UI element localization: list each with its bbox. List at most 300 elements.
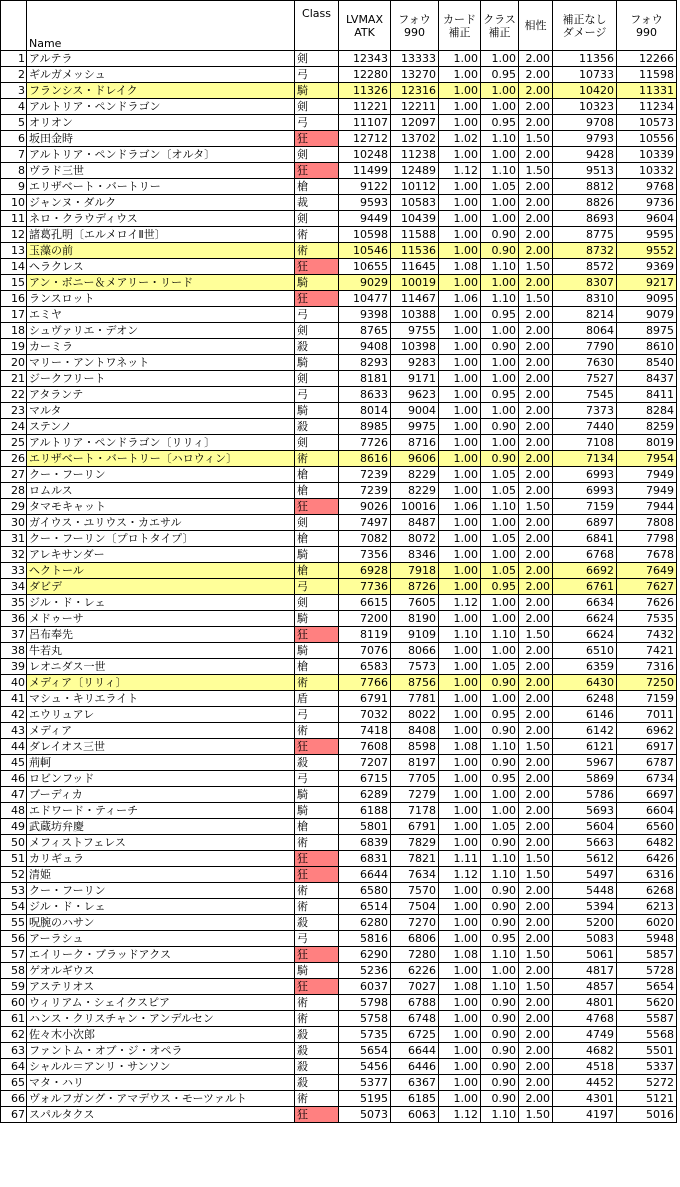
fou990-b-cell: 5587 [617, 1011, 677, 1027]
affinity-cell: 2.00 [519, 387, 553, 403]
fou990-cell: 9109 [391, 627, 439, 643]
table-row [1, 339, 677, 355]
class-cell: 槍 [295, 483, 339, 499]
class-cell: 殺 [295, 1075, 339, 1091]
class-cell: 術 [295, 995, 339, 1011]
class-cell: 術 [295, 675, 339, 691]
table-row [1, 867, 677, 883]
servant-name: マリー・アントワネット [27, 355, 295, 371]
row-index: 42 [1, 707, 27, 723]
row-index: 50 [1, 835, 27, 851]
row-index: 14 [1, 259, 27, 275]
class-mod-cell: 1.10 [481, 259, 519, 275]
row-index: 10 [1, 195, 27, 211]
class-cell: 騎 [295, 275, 339, 291]
row-index: 4 [1, 99, 27, 115]
lvmax-atk-cell: 10598 [339, 227, 391, 243]
class-cell: 狂 [295, 979, 339, 995]
servant-name: メドゥーサ [27, 611, 295, 627]
card-mod-cell: 1.00 [439, 787, 481, 803]
class-mod-cell: 1.10 [481, 1107, 519, 1123]
servant-name: アルトリア・ペンドラゴン〔リリィ〕 [27, 435, 295, 451]
affinity-cell: 2.00 [519, 643, 553, 659]
raw-damage-cell: 8310 [553, 291, 617, 307]
raw-damage-cell: 6993 [553, 483, 617, 499]
fou990-cell: 10019 [391, 275, 439, 291]
affinity-cell: 2.00 [519, 787, 553, 803]
fou990-cell: 8408 [391, 723, 439, 739]
row-index: 48 [1, 803, 27, 819]
class-cell: 剣 [295, 595, 339, 611]
row-index: 34 [1, 579, 27, 595]
card-mod-cell: 1.00 [439, 563, 481, 579]
card-mod-cell: 1.12 [439, 163, 481, 179]
class-cell: 裁 [295, 195, 339, 211]
class-cell: 狂 [295, 291, 339, 307]
servant-name: ヴラド三世 [27, 163, 295, 179]
affinity-cell: 1.50 [519, 739, 553, 755]
card-mod-cell: 1.00 [439, 819, 481, 835]
fou990-cell: 10388 [391, 307, 439, 323]
class-cell: 術 [295, 243, 339, 259]
row-index: 40 [1, 675, 27, 691]
fou990-cell: 7280 [391, 947, 439, 963]
row-index: 3 [1, 83, 27, 99]
row-index: 55 [1, 915, 27, 931]
row-index: 5 [1, 115, 27, 131]
affinity-cell: 1.50 [519, 1107, 553, 1123]
class-mod-cell: 1.00 [481, 355, 519, 371]
fou990-cell: 10583 [391, 195, 439, 211]
fou990-cell: 8716 [391, 435, 439, 451]
class-mod-cell: 0.95 [481, 579, 519, 595]
class-cell: 剣 [295, 435, 339, 451]
card-mod-cell: 1.00 [439, 707, 481, 723]
row-index: 56 [1, 931, 27, 947]
row-index: 36 [1, 611, 27, 627]
affinity-cell: 2.00 [519, 915, 553, 931]
affinity-cell: 2.00 [519, 1059, 553, 1075]
class-cell: 騎 [295, 787, 339, 803]
affinity-cell: 2.00 [519, 1043, 553, 1059]
fou990-cell: 11588 [391, 227, 439, 243]
card-mod-cell: 1.00 [439, 195, 481, 211]
fou990-b-cell: 5501 [617, 1043, 677, 1059]
lvmax-atk-cell: 7736 [339, 579, 391, 595]
class-cell: 騎 [295, 83, 339, 99]
card-mod-cell: 1.00 [439, 755, 481, 771]
lvmax-atk-cell: 7239 [339, 483, 391, 499]
fou990-b-cell: 7316 [617, 659, 677, 675]
row-index: 9 [1, 179, 27, 195]
servant-name: ジークフリート [27, 371, 295, 387]
class-mod-cell: 0.90 [481, 723, 519, 739]
lvmax-atk-cell: 7766 [339, 675, 391, 691]
row-index: 49 [1, 819, 27, 835]
table-row [1, 707, 677, 723]
class-cell: 剣 [295, 99, 339, 115]
raw-damage-cell: 6142 [553, 723, 617, 739]
card-mod-cell: 1.00 [439, 243, 481, 259]
fou990-b-cell: 5337 [617, 1059, 677, 1075]
fou990-b-cell: 8610 [617, 339, 677, 355]
affinity-cell: 1.50 [519, 131, 553, 147]
class-cell: 術 [295, 835, 339, 851]
class-cell: 殺 [295, 1027, 339, 1043]
affinity-cell: 1.50 [519, 851, 553, 867]
class-cell: 弓 [295, 387, 339, 403]
affinity-cell: 2.00 [519, 275, 553, 291]
class-mod-cell: 0.90 [481, 227, 519, 243]
raw-damage-cell: 6430 [553, 675, 617, 691]
fou990-cell: 8197 [391, 755, 439, 771]
card-mod-cell: 1.00 [439, 883, 481, 899]
raw-damage-cell: 5967 [553, 755, 617, 771]
card-mod-cell: 1.00 [439, 83, 481, 99]
class-cell: 殺 [295, 755, 339, 771]
fou990-cell: 7570 [391, 883, 439, 899]
card-mod-cell: 1.00 [439, 1011, 481, 1027]
card-mod-cell: 1.00 [439, 451, 481, 467]
card-mod-cell: 1.00 [439, 1059, 481, 1075]
table-row [1, 563, 677, 579]
card-mod-cell: 1.00 [439, 387, 481, 403]
affinity-cell: 2.00 [519, 883, 553, 899]
fou990-b-cell: 6604 [617, 803, 677, 819]
fou990-cell: 7279 [391, 787, 439, 803]
card-mod-cell: 1.02 [439, 131, 481, 147]
table-row [1, 755, 677, 771]
raw-damage-cell: 6993 [553, 467, 617, 483]
affinity-cell: 2.00 [519, 611, 553, 627]
affinity-cell: 1.50 [519, 627, 553, 643]
fou990-b-cell: 7678 [617, 547, 677, 563]
row-index: 59 [1, 979, 27, 995]
fou990-cell: 10112 [391, 179, 439, 195]
class-mod-cell: 1.10 [481, 947, 519, 963]
lvmax-atk-cell: 7032 [339, 707, 391, 723]
class-cell: 術 [295, 227, 339, 243]
table-row [1, 211, 677, 227]
fou990-cell: 9975 [391, 419, 439, 435]
lvmax-atk-cell: 9408 [339, 339, 391, 355]
lvmax-atk-cell: 8181 [339, 371, 391, 387]
card-mod-cell: 1.00 [439, 915, 481, 931]
lvmax-atk-cell: 7608 [339, 739, 391, 755]
class-mod-cell: 1.10 [481, 163, 519, 179]
class-cell: 槍 [295, 819, 339, 835]
card-mod-cell: 1.08 [439, 947, 481, 963]
fou990-b-cell: 7421 [617, 643, 677, 659]
fou990-cell: 8190 [391, 611, 439, 627]
class-mod-cell: 0.90 [481, 243, 519, 259]
card-mod-cell: 1.00 [439, 51, 481, 67]
fou990-b-cell: 8284 [617, 403, 677, 419]
lvmax-atk-cell: 5816 [339, 931, 391, 947]
card-mod-cell: 1.00 [439, 723, 481, 739]
raw-damage-cell: 6146 [553, 707, 617, 723]
affinity-cell: 2.00 [519, 435, 553, 451]
card-mod-cell: 1.00 [439, 99, 481, 115]
fou990-b-cell: 6697 [617, 787, 677, 803]
raw-damage-cell: 5869 [553, 771, 617, 787]
table-row [1, 243, 677, 259]
table-row [1, 899, 677, 915]
fou990-cell: 11467 [391, 291, 439, 307]
row-index: 41 [1, 691, 27, 707]
row-index: 17 [1, 307, 27, 323]
table-row [1, 275, 677, 291]
row-index: 24 [1, 419, 27, 435]
servant-name: クー・フーリン〔プロトタイプ〕 [27, 531, 295, 547]
raw-damage-cell: 6121 [553, 739, 617, 755]
class-cell: 狂 [295, 163, 339, 179]
affinity-cell: 2.00 [519, 995, 553, 1011]
class-mod-cell: 0.90 [481, 419, 519, 435]
table-row [1, 771, 677, 787]
raw-damage-cell: 6841 [553, 531, 617, 547]
fou990-cell: 9606 [391, 451, 439, 467]
card-mod-header-line2: 補正 [448, 25, 471, 39]
card-mod-cell: 1.00 [439, 179, 481, 195]
raw-damage-cell: 6510 [553, 643, 617, 659]
class-mod-cell: 1.00 [481, 195, 519, 211]
raw-damage-cell: 6248 [553, 691, 617, 707]
class-cell: 術 [295, 723, 339, 739]
fou990-b-cell: 7649 [617, 563, 677, 579]
row-index: 2 [1, 67, 27, 83]
servant-name: 武蔵坊弁慶 [27, 819, 295, 835]
table-row [1, 579, 677, 595]
card-mod-cell: 1.00 [439, 147, 481, 163]
affinity-cell: 2.00 [519, 931, 553, 947]
fou990-cell: 7918 [391, 563, 439, 579]
fou990-cell: 8072 [391, 531, 439, 547]
fou990-b-cell: 9736 [617, 195, 677, 211]
class-mod-cell: 0.95 [481, 387, 519, 403]
affinity-cell: 2.00 [519, 659, 553, 675]
affinity-cell: 2.00 [519, 83, 553, 99]
fou990-b-cell: 9079 [617, 307, 677, 323]
fou990-b-cell: 9552 [617, 243, 677, 259]
row-index: 35 [1, 595, 27, 611]
class-mod-cell: 0.90 [481, 915, 519, 931]
class-mod-header-line2: 補正 [488, 25, 511, 39]
servant-name: ゲオルギウス [27, 963, 295, 979]
class-cell: 剣 [295, 371, 339, 387]
raw-damage-cell: 5394 [553, 899, 617, 915]
raw-damage-cell: 6768 [553, 547, 617, 563]
fou990-b-cell: 8411 [617, 387, 677, 403]
table-row [1, 467, 677, 483]
lvmax-atk-cell: 6928 [339, 563, 391, 579]
class-cell: 狂 [295, 627, 339, 643]
class-mod-cell: 0.90 [481, 1059, 519, 1075]
fou990-b-cell: 6787 [617, 755, 677, 771]
lvmax-atk-cell: 5801 [339, 819, 391, 835]
servant-name: ガイウス・ユリウス・カエサル [27, 515, 295, 531]
row-index: 1 [1, 51, 27, 67]
lvmax-atk-cell: 6514 [339, 899, 391, 915]
raw-damage-cell: 7545 [553, 387, 617, 403]
servant-name: ブーディカ [27, 787, 295, 803]
class-mod-cell: 0.90 [481, 995, 519, 1011]
affinity-cell: 2.00 [519, 115, 553, 131]
table-row [1, 883, 677, 899]
fou990-header-line2: 990 [404, 25, 425, 39]
row-index: 22 [1, 387, 27, 403]
affinity-cell: 2.00 [519, 515, 553, 531]
lvmax-atk-cell: 8633 [339, 387, 391, 403]
table-row [1, 371, 677, 387]
fou990-b-cell: 6268 [617, 883, 677, 899]
table-row [1, 739, 677, 755]
servant-name: ヴォルフガング・アマデウス・モーツァルト [27, 1091, 295, 1107]
lvmax-atk-cell: 6289 [339, 787, 391, 803]
servant-name: マタ・ハリ [27, 1075, 295, 1091]
raw-damage-cell: 6359 [553, 659, 617, 675]
fou990-cell: 6791 [391, 819, 439, 835]
class-mod-cell: 1.05 [481, 483, 519, 499]
raw-damage-cell: 4197 [553, 1107, 617, 1123]
class-mod-cell: 0.90 [481, 835, 519, 851]
class-mod-cell: 1.00 [481, 99, 519, 115]
lvmax-atk-cell: 7207 [339, 755, 391, 771]
fou990-cell: 6788 [391, 995, 439, 1011]
table-row [1, 387, 677, 403]
lvmax-atk-cell: 9122 [339, 179, 391, 195]
table-row [1, 323, 677, 339]
class-mod-cell: 1.10 [481, 291, 519, 307]
lvmax-atk-cell: 6188 [339, 803, 391, 819]
fou990-cell: 6446 [391, 1059, 439, 1075]
raw-damage-cell: 5448 [553, 883, 617, 899]
fou990-b-cell: 6734 [617, 771, 677, 787]
servant-name: フランシス・ドレイク [27, 83, 295, 99]
servant-name: シュヴァリエ・デオン [27, 323, 295, 339]
class-cell: 狂 [295, 947, 339, 963]
class-mod-cell: 0.95 [481, 931, 519, 947]
row-index: 37 [1, 627, 27, 643]
card-mod-cell: 1.00 [439, 115, 481, 131]
affinity-cell: 2.00 [519, 419, 553, 435]
fou990-cell: 6063 [391, 1107, 439, 1123]
raw-damage-cell: 4801 [553, 995, 617, 1011]
table-row [1, 835, 677, 851]
affinity-cell: 2.00 [519, 531, 553, 547]
servant-name: ギルガメッシュ [27, 67, 295, 83]
raw-damage-cell: 5083 [553, 931, 617, 947]
fou990-cell: 8066 [391, 643, 439, 659]
row-index: 54 [1, 899, 27, 915]
fou990-cell: 11536 [391, 243, 439, 259]
lvmax-atk-cell: 7200 [339, 611, 391, 627]
card-mod-cell: 1.00 [439, 771, 481, 787]
class-cell: 槍 [295, 531, 339, 547]
raw-damage-cell: 10733 [553, 67, 617, 83]
class-mod-cell: 0.90 [481, 675, 519, 691]
lvmax-atk-cell: 8293 [339, 355, 391, 371]
servant-name: ハンス・クリスチャン・アンデルセン [27, 1011, 295, 1027]
card-mod-cell: 1.00 [439, 1091, 481, 1107]
lvmax-atk-cell: 10655 [339, 259, 391, 275]
row-index: 46 [1, 771, 27, 787]
fou990-cell: 12097 [391, 115, 439, 131]
class-cell: 狂 [295, 1107, 339, 1123]
raw-damage-cell: 9428 [553, 147, 617, 163]
fou990-b-cell: 10339 [617, 147, 677, 163]
row-index: 65 [1, 1075, 27, 1091]
class-mod-cell: 0.90 [481, 1075, 519, 1091]
fou990-b-cell: 11331 [617, 83, 677, 99]
class-cell: 剣 [295, 515, 339, 531]
raw-damage-cell: 5497 [553, 867, 617, 883]
fou990-b-cell: 6213 [617, 899, 677, 915]
card-mod-cell: 1.06 [439, 291, 481, 307]
fou990-cell: 9623 [391, 387, 439, 403]
fou990-b-cell: 9217 [617, 275, 677, 291]
affinity-cell: 2.00 [519, 211, 553, 227]
lvmax-atk-cell: 6037 [339, 979, 391, 995]
table-row [1, 803, 677, 819]
raw-damage-cell: 8775 [553, 227, 617, 243]
class-mod-cell: 1.00 [481, 323, 519, 339]
class-cell: 弓 [295, 931, 339, 947]
card-mod-cell: 1.00 [439, 483, 481, 499]
fou990-b-cell: 7432 [617, 627, 677, 643]
card-mod-cell: 1.00 [439, 275, 481, 291]
lvmax-atk-cell: 5236 [339, 963, 391, 979]
affinity-cell: 2.00 [519, 323, 553, 339]
raw-damage-cell: 7134 [553, 451, 617, 467]
affinity-cell: 2.00 [519, 803, 553, 819]
card-mod-cell: 1.08 [439, 259, 481, 275]
raw-damage-cell: 5612 [553, 851, 617, 867]
affinity-cell: 1.50 [519, 163, 553, 179]
fou990-cell: 8598 [391, 739, 439, 755]
lvmax-atk-cell: 9449 [339, 211, 391, 227]
affinity-cell: 2.00 [519, 339, 553, 355]
class-mod-cell: 0.90 [481, 899, 519, 915]
card-mod-cell: 1.00 [439, 963, 481, 979]
card-mod-cell: 1.12 [439, 595, 481, 611]
lvmax-atk-header [339, 1, 391, 51]
table-row [1, 1027, 677, 1043]
affinity-cell: 2.00 [519, 51, 553, 67]
row-index: 32 [1, 547, 27, 563]
fou990-b-cell: 7627 [617, 579, 677, 595]
row-index: 33 [1, 563, 27, 579]
row-index: 12 [1, 227, 27, 243]
fou990-b-cell: 7949 [617, 467, 677, 483]
table-row [1, 787, 677, 803]
class-cell: 騎 [295, 547, 339, 563]
lvmax-atk-cell: 6715 [339, 771, 391, 787]
table-row [1, 547, 677, 563]
fou990-cell: 12489 [391, 163, 439, 179]
lvmax-atk-cell: 8616 [339, 451, 391, 467]
row-index: 26 [1, 451, 27, 467]
affinity-cell: 2.00 [519, 195, 553, 211]
servant-name: アステリオス [27, 979, 295, 995]
lvmax-atk-cell: 11107 [339, 115, 391, 131]
affinity-cell: 2.00 [519, 579, 553, 595]
affinity-cell: 2.00 [519, 483, 553, 499]
servant-name: ステンノ [27, 419, 295, 435]
class-mod-cell: 1.00 [481, 275, 519, 291]
fou990-cell: 6185 [391, 1091, 439, 1107]
row-index: 43 [1, 723, 27, 739]
